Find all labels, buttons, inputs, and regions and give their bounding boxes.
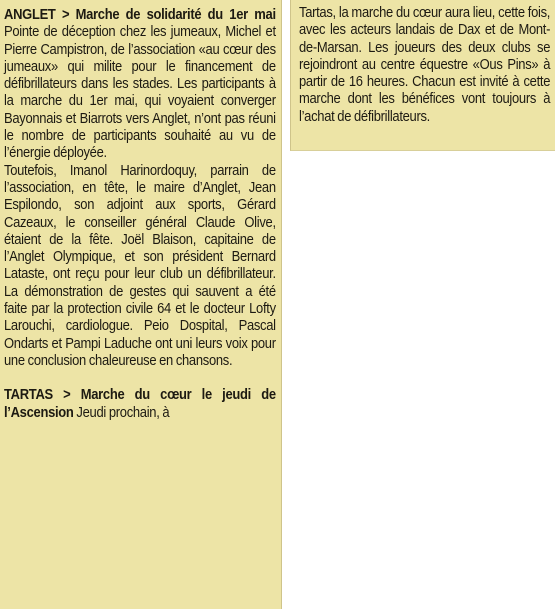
right-column-text — [299, 4, 550, 125]
article-anglet-intro — [4, 6, 276, 162]
article-anglet-body: Toutefois, Imanol Harinordoquy, parrain de l’association, en tête, le maire d’Anglet, Jean Espilondo, son adjoint aux sports, Gérard Cazeaux, le conseiller général Claude Olive, étaient de la fête. Joël Blaison, capitaine de l’Anglet Olympique, et son président Bernard Lataste, ont reçu pour leur club un défibrillateur. La démonstration de gestes qui sauvent a été faite par la protection civile 64 et le docteur Lofty Larouchi, cardiologue. Peio Dospital, Pascal Ondarts et Pampi Laduche ont uni leurs voix pour une conclusion chaleureuse en chansons. — [4, 161, 276, 369]
article-tartas-headline: TARTAS > Marche du cœur le jeudi de l’Ascension — [4, 386, 276, 421]
article-tartas-lead: Jeudi prochain, à — [76, 403, 170, 421]
newspaper-clipping-right-column — [290, 0, 555, 151]
article-separator — [4, 369, 276, 386]
article-anglet-lead: Pointe de déception chez les jumeaux, Michel et Pierre Campistron, de l’association «au cœur des jumeaux» qui milite pour le financement de défibrillateurs dans les stades. Les participants à la marche du 1er mai, qui voyaient converger Bayonnais et Biarrots vers Anglet, n’ont pas réuni le nombre de participants souhaité au vu de l’énergie déployée. — [4, 23, 276, 162]
article-tartas-continuation: Tartas, la marche du cœur aura lieu, cette fois, avec les acteurs landais de Dax et de Mont-de-Marsan. Les joueurs des deux clubs se rejoindront au centre équestre «Ous Pins» à partir de 16 heures. Chacun est invité à cette marche dont les bénéfices vont toujours à l’achat de défibrillateurs. — [299, 4, 551, 125]
article-tartas-intro — [4, 386, 276, 421]
article-anglet-headline: ANGLET > Marche de solidarité du 1er mai — [4, 6, 276, 23]
left-column-text — [4, 6, 276, 421]
